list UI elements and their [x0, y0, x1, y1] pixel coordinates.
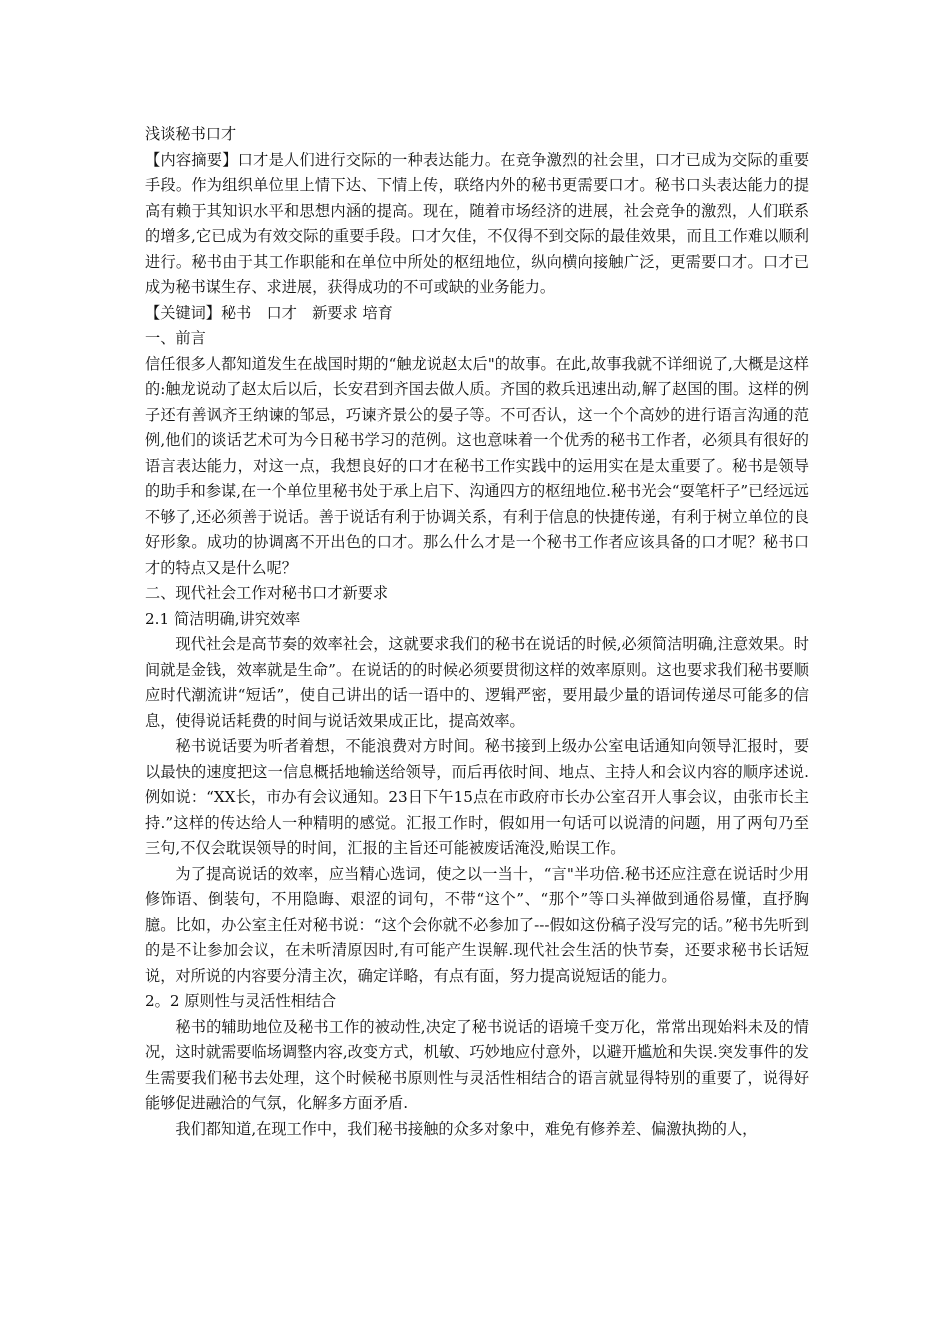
subsection-heading-2-1: 2.1 简洁明确,讲究效率 [145, 609, 301, 628]
section-heading-new-requirements: 二、现代社会工作对秘书口才新要求 [145, 584, 388, 602]
document-page [145, 122, 809, 1142]
paragraph-2-1-a: 现代社会是高节奏的效率社会，这就要求我们的秘书在说话的时候,必须简洁明确,注意效果。时间就是金钱，效率就是生命”。在说话的的时候必须要贯彻这样的效率原则。这也要求我们秘书要顺应时代潮流讲“短话”，使自己讲出的话一语中的、逻辑严密，要用最少量的语词传递尽可能多的信息，使得说话耗费的时间与说话效果成正比，提高效率。 [145, 635, 809, 730]
section-heading-introduction: 一、前言 [145, 329, 206, 347]
keywords-line: 【关键词】秘书 口才 新要求 培育 [145, 303, 393, 322]
abstract-paragraph: 【内容摘要】口才是人们进行交际的一种表达能力。在竞争激烈的社会里，口才已成为交际的重要手段。作为组织单位里上情下达、下情上传，联络内外的秘书更需要口才。秘书口头表达能力的提高有赖于其知识水平和思想内涵的提高。现在，随着市场经济的进展，社会竞争的激烈，人们联系的增多,它已成为有效交际的重要手段。口才欠佳，不仅得不到交际的最佳效果，而且工作难以顺利进行。秘书由于其工作职能和在单位中所处的枢纽地位，纵向横向接触广泛，更需要口才。口才已成为秘书谋生存、求进展，获得成功的不可或缺的业务能力。 [145, 150, 809, 296]
subsection-heading-2-2: 2。2 原则性与灵活性相结合 [145, 992, 337, 1010]
paragraph-2-2-a: 秘书的辅助地位及秘书工作的被动性,决定了秘书说话的语境千变万化，常常出现始料未及的情况，这时就需要临场调整内容,改变方式，机敏、巧妙地应付意外，以避开尴尬和失误.突发事件的发生需要我们秘书去处理，这个时候秘书原则性与灵活性相结合的语言就显得特别的重要了，说得好能够促进融洽的气氛，化解多方面矛盾. [145, 1017, 809, 1112]
paragraph-2-1-b: 秘书说话要为听者着想，不能浪费对方时间。秘书接到上级办公室电话通知向领导汇报时，要以最快的速度把这一信息概括地输送给领导，而后再依时间、地点、主持人和会议内容的顺序述说.例如说：“XX长，市办有会议通知。23日下午15点在市政府市长办公室召开人事会议，由张市长主持.”这样的传达给人一种精明的感觉。汇报工作时，假如用一句话可以说清的问题，用了两句乃至三句,不仅会耽误领导的时间，汇报的主旨还可能被废话淹没,贻误工作。 [145, 737, 809, 857]
paragraph-2-2-b: 我们都知道,在现工作中，我们秘书接触的众多对象中，难免有修养差、偏激执拗的人， [175, 1119, 758, 1138]
introduction-paragraph: 信任很多人都知道发生在战国时期的“触龙说赵太后"的故事。在此,故事我就不详细说了,大概是这样的:触龙说动了赵太后以后，长安君到齐国去做人质。齐国的救兵迅速出动,解了赵国的围。这样的例子还有善讽齐王纳谏的邹忌，巧谏齐景公的晏子等。不可否认，这一个个高妙的进行语言沟通的范例,他们的谈话艺术可为今日秘书学习的范例。这也意味着一个优秀的秘书工作者，必须具有很好的语言表达能力，对这一点，我想良好的口才在秘书工作实践中的运用实在是太重要了。秘书是领导的助手和参谋,在一个单位里秘书处于承上启下、沟通四方的枢纽地位.秘书光会“耍笔杆子”已经远远不够了,还必须善于说话。善于说话有利于协调关系，有利于信息的快捷传递，有利于树立单位的良好形象。成功的协调离不开出色的口才。那么什么才是一个秘书工作者应该具备的口才呢？秘书口才的特点又是什么呢？ [145, 354, 809, 577]
paragraph-2-1-c: 为了提高说话的效率，应当精心选词，使之以一当十，“言"半功倍.秘书还应注意在说话时少用修饰语、倒装句，不用隐晦、艰涩的词句，不带“这个”、“那个”等口头禅做到通俗易懂，直抒胸臆。比如，办公室主任对秘书说：“这个会你就不必参加了---假如这份稿子没写完的话。”秘书先听到的是不让参加会议，在未听清原因时,有可能产生误解.现代社会生活的快节奏，还要求秘书长话短说，对所说的内容要分清主次，确定详略，有点有面，努力提高说短话的能力。 [145, 864, 809, 985]
document-title: 浅谈秘书口才 [145, 125, 237, 143]
